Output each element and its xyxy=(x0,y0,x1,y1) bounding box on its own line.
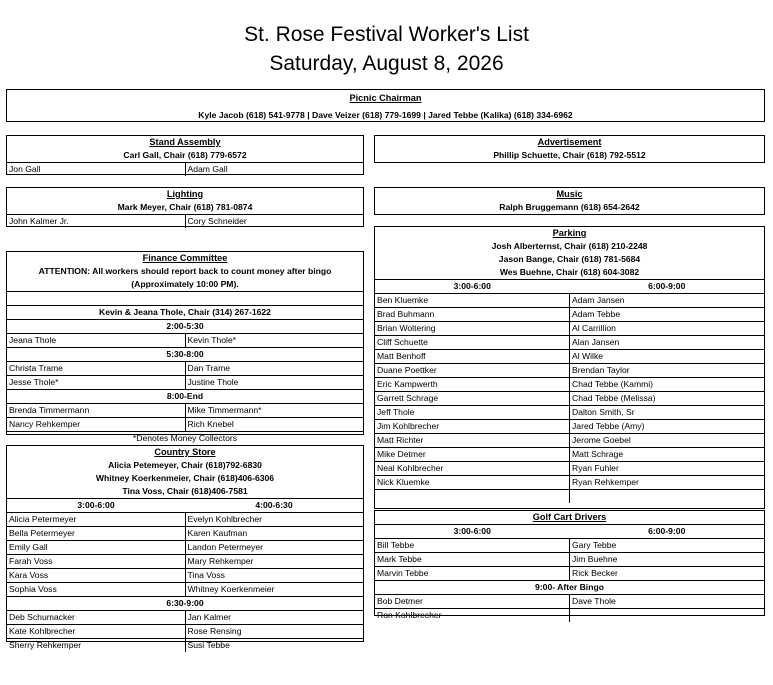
table-row xyxy=(7,417,363,431)
stand-assembly-chair: Carl Gall, Chair (618) 779-6572 xyxy=(123,150,247,160)
page-title-line1: St. Rose Festival Worker's List xyxy=(244,23,529,46)
advertisement-chair: Phillip Schuette, Chair (618) 792-5512 xyxy=(493,150,646,160)
advertisement-box xyxy=(374,135,765,163)
finance-blank-row xyxy=(7,291,363,305)
worker-name-right: Justine Thole xyxy=(185,376,364,389)
table-row xyxy=(375,349,764,363)
worker-name-right: Ryan Rehkemper xyxy=(569,476,764,489)
table-row xyxy=(375,538,764,552)
worker-name-right: Brendan Taylor xyxy=(569,364,764,377)
worker-name-left: Bob Detmer xyxy=(377,596,423,606)
golf-cart-box xyxy=(374,510,765,620)
table-row xyxy=(375,293,764,307)
parking-heading: Parking xyxy=(552,228,587,238)
worker-name-left: Jim Kohlbrecher xyxy=(377,421,440,431)
worker-name-left: Eric Kampwerth xyxy=(377,379,438,389)
parking-col2-header: 6:00-9:00 xyxy=(648,281,686,291)
golf-cart-shift2: 9:00- After Bingo xyxy=(375,580,764,594)
music-box xyxy=(374,187,765,215)
worker-name-left: Nick Kluemke xyxy=(377,477,430,487)
golf-cart-rows-shift2 xyxy=(375,594,764,622)
worker-name-right: Dan Trame xyxy=(185,362,364,375)
worker-name-left: Matt Benhoff xyxy=(377,351,426,361)
golf-cart-heading: Golf Cart Drivers xyxy=(532,512,607,522)
stand-assembly-heading: Stand Assembly xyxy=(149,137,221,147)
country-store-heading: Country Store xyxy=(154,447,216,457)
page-title-line2: Saturday, August 8, 2026 xyxy=(269,52,504,75)
worker-name-right: Evelyn Kohlbrecher xyxy=(185,513,364,526)
worker-name-right: Whitney Koerkenmeier xyxy=(185,583,364,596)
music-heading: Music xyxy=(556,189,583,199)
table-row xyxy=(375,566,764,580)
table-row xyxy=(375,447,764,461)
finance-rows-shift3 xyxy=(7,403,363,431)
golf-cart-col1-header: 3:00-6:00 xyxy=(453,526,491,536)
worker-name-right: Susi Tebbe xyxy=(185,639,364,652)
table-row xyxy=(375,475,764,489)
worker-name-left: Garrett Schrage xyxy=(377,393,439,403)
worker-name-left: Jeana Thole xyxy=(9,335,57,345)
lighting-heading: Lighting xyxy=(166,189,204,199)
table-row xyxy=(375,461,764,475)
finance-note: *Denotes Money Collectors xyxy=(7,431,363,445)
worker-name-right xyxy=(569,609,764,622)
table-row xyxy=(7,162,363,176)
worker-name-right: Adam Jansen xyxy=(569,294,764,307)
worker-name-right: Mary Rehkemper xyxy=(185,555,364,568)
country-store-rows-shift2 xyxy=(7,610,363,652)
table-row xyxy=(375,552,764,566)
table-row xyxy=(375,594,764,608)
worker-name-right: Cory Schneider xyxy=(185,215,364,228)
worker-name-left: Jeff Thole xyxy=(377,407,415,417)
worker-name-left: Ron Kohlbrecher xyxy=(377,610,442,620)
finance-shift2: 5:30-8:00 xyxy=(7,347,363,361)
worker-name-right: Mike Timmermann* xyxy=(185,404,364,417)
worker-name-left: Cliff Schuette xyxy=(377,337,428,347)
table-row xyxy=(7,214,363,228)
worker-name-right: Dave Thole xyxy=(569,595,764,608)
music-chair: Ralph Bruggemann (618) 654-2642 xyxy=(499,202,640,212)
worker-name-right: Karen Kaufman xyxy=(185,527,364,540)
table-row xyxy=(7,540,363,554)
worker-name-left: Neal Kohlbrecher xyxy=(377,463,444,473)
parking-rows xyxy=(375,293,764,503)
worker-name-left: Christa Trame xyxy=(9,363,63,373)
parking-shift-headers xyxy=(375,279,764,293)
worker-name-left: Nancy Rehkemper xyxy=(9,419,81,429)
worker-name-left: Deb Schumacker xyxy=(9,612,75,622)
parking-chair-1: Josh Alberternst, Chair (618) 210-2248 xyxy=(491,241,648,251)
table-row xyxy=(375,335,764,349)
worker-name-left: Kate Kohlbrecher xyxy=(9,626,76,636)
worker-name-left: Jesse Thole* xyxy=(9,377,59,387)
worker-name-right: Jared Tebbe (Amy) xyxy=(569,420,764,433)
worker-name-left: Mark Tebbe xyxy=(377,554,422,564)
worker-name-left: Mike Detmer xyxy=(377,449,426,459)
worker-name-left: Farah Voss xyxy=(9,556,53,566)
worker-name-right xyxy=(569,490,764,503)
country-store-chair-3: Tina Voss, Chair (618)406-7581 xyxy=(122,486,248,496)
worker-name-left: Ben Kluemke xyxy=(377,295,429,305)
picnic-chairman-names: Kyle Jacob (618) 541-9778 | Dave Veizer (618) 779-1699 | Jared Tebbe (Kalika) (618) 334-6962 xyxy=(198,110,573,120)
table-row xyxy=(375,307,764,321)
table-row xyxy=(7,624,363,638)
worker-name-left: Jon Gall xyxy=(9,164,41,174)
table-row xyxy=(375,377,764,391)
table-row xyxy=(375,433,764,447)
worker-name-right: Al Wilke xyxy=(569,350,764,363)
worker-name-left: Alicia Petermeyer xyxy=(9,514,77,524)
worker-name-left: Matt Richter xyxy=(377,435,424,445)
table-row xyxy=(7,638,363,652)
worker-name-right: Al Carrillion xyxy=(569,322,764,335)
worker-name-left: Bella Petermeyer xyxy=(9,528,75,538)
parking-chair-2: Jason Bange, Chair (618) 781-5684 xyxy=(498,254,641,264)
country-store-col1-header: 3:00-6:00 xyxy=(77,500,115,510)
table-row xyxy=(7,526,363,540)
country-store-box xyxy=(6,445,364,650)
worker-name-left: Sherry Rehkemper xyxy=(9,640,82,650)
table-row xyxy=(7,512,363,526)
worker-name-right: Ryan Fuhler xyxy=(569,462,764,475)
worker-name-right: Gary Tebbe xyxy=(569,539,764,552)
table-row xyxy=(375,391,764,405)
worker-name-right: Alan Jansen xyxy=(569,336,764,349)
finance-rows-shift2 xyxy=(7,361,363,389)
country-store-rows-shift1 xyxy=(7,512,363,596)
worker-name-left: Brian Woltering xyxy=(377,323,436,333)
finance-shift3: 8:00-End xyxy=(7,389,363,403)
finance-heading: Finance Committee xyxy=(142,253,228,263)
worker-name-left: Duane Poettker xyxy=(377,365,437,375)
finance-attention: ATTENTION: All workers should report back to count money after bingo (Approximately 10:00 PM). xyxy=(38,266,332,289)
table-row xyxy=(7,333,363,347)
table-row xyxy=(375,608,764,622)
worker-name-left: Emily Gall xyxy=(9,542,48,552)
parking-col1-header: 3:00-6:00 xyxy=(453,281,491,291)
finance-shift1: 2:00-5:30 xyxy=(7,319,363,333)
lighting-chair: Mark Meyer, Chair (618) 781-0874 xyxy=(117,202,253,212)
worker-name-left: Brad Buhmann xyxy=(377,309,435,319)
picnic-chairman-box xyxy=(6,89,765,122)
golf-cart-rows-shift1 xyxy=(375,538,764,580)
worker-name-right: Adam Tebbe xyxy=(569,308,764,321)
worker-name-right: Jan Kalmer xyxy=(185,611,364,624)
country-store-chair-1: Alicia Petemeyer, Chair (618)792-6830 xyxy=(108,460,262,470)
worker-name-right: Chad Tebbe (Kammi) xyxy=(569,378,764,391)
picnic-chairman-heading: Picnic Chairman xyxy=(349,93,422,103)
worker-name-left: Brenda Timmermann xyxy=(9,405,90,415)
lighting-box xyxy=(6,187,364,227)
table-row xyxy=(7,568,363,582)
stand-assembly-rows xyxy=(7,162,363,176)
worker-name-right: Rose Rensing xyxy=(185,625,364,638)
table-row xyxy=(7,375,363,389)
finance-chair: Kevin & Jeana Thole, Chair (314) 267-1622 xyxy=(7,305,363,319)
table-row xyxy=(7,610,363,624)
worker-name-left: Bill Tebbe xyxy=(377,540,415,550)
parking-chair-3: Wes Buehne, Chair (618) 604-3082 xyxy=(499,267,640,277)
table-row xyxy=(375,363,764,377)
table-row xyxy=(7,582,363,596)
worker-name-right: Adam Gall xyxy=(185,163,364,176)
worker-name-right: Jim Buehne xyxy=(569,553,764,566)
lighting-rows xyxy=(7,214,363,228)
worker-name-right: Tina Voss xyxy=(185,569,364,582)
worker-name-left xyxy=(375,490,569,503)
advertisement-heading: Advertisement xyxy=(537,137,602,147)
worker-name-right: Jerome Goebel xyxy=(569,434,764,447)
country-store-shift2: 6:30-9:00 xyxy=(7,596,363,610)
worker-name-left: Sophia Voss xyxy=(9,584,57,594)
worker-name-right: Kevin Thole* xyxy=(185,334,364,347)
worker-name-right: Rick Becker xyxy=(569,567,764,580)
stand-assembly-box xyxy=(6,135,364,175)
worker-name-right: Rich Knebel xyxy=(185,418,364,431)
country-store-chair-2: Whitney Koerkenmeier, Chair (618)406-6306 xyxy=(95,473,275,483)
worker-name-left: Marvin Tebbe xyxy=(377,568,429,578)
finance-committee-box xyxy=(6,251,364,443)
parking-box xyxy=(374,226,765,509)
finance-rows-shift1 xyxy=(7,333,363,347)
golf-cart-col2-header: 6:00-9:00 xyxy=(648,526,686,536)
table-row xyxy=(7,403,363,417)
worker-name-right: Dalton Smith, Sr xyxy=(569,406,764,419)
table-row xyxy=(375,419,764,433)
worker-name-right: Landon Petermeyer xyxy=(185,541,364,554)
worker-name-right: Matt Schrage xyxy=(569,448,764,461)
table-row xyxy=(7,554,363,568)
worker-name-left: John Kalmer Jr. xyxy=(9,216,69,226)
table-row xyxy=(375,321,764,335)
golf-cart-shift-headers xyxy=(375,524,764,538)
worker-name-right: Chad Tebbe (Melissa) xyxy=(569,392,764,405)
table-row xyxy=(7,361,363,375)
table-row xyxy=(375,405,764,419)
worker-name-left: Kara Voss xyxy=(9,570,49,580)
country-store-col2-header: 4:00-6:30 xyxy=(255,500,293,510)
country-store-shift-headers xyxy=(7,498,363,512)
table-row xyxy=(375,489,764,503)
